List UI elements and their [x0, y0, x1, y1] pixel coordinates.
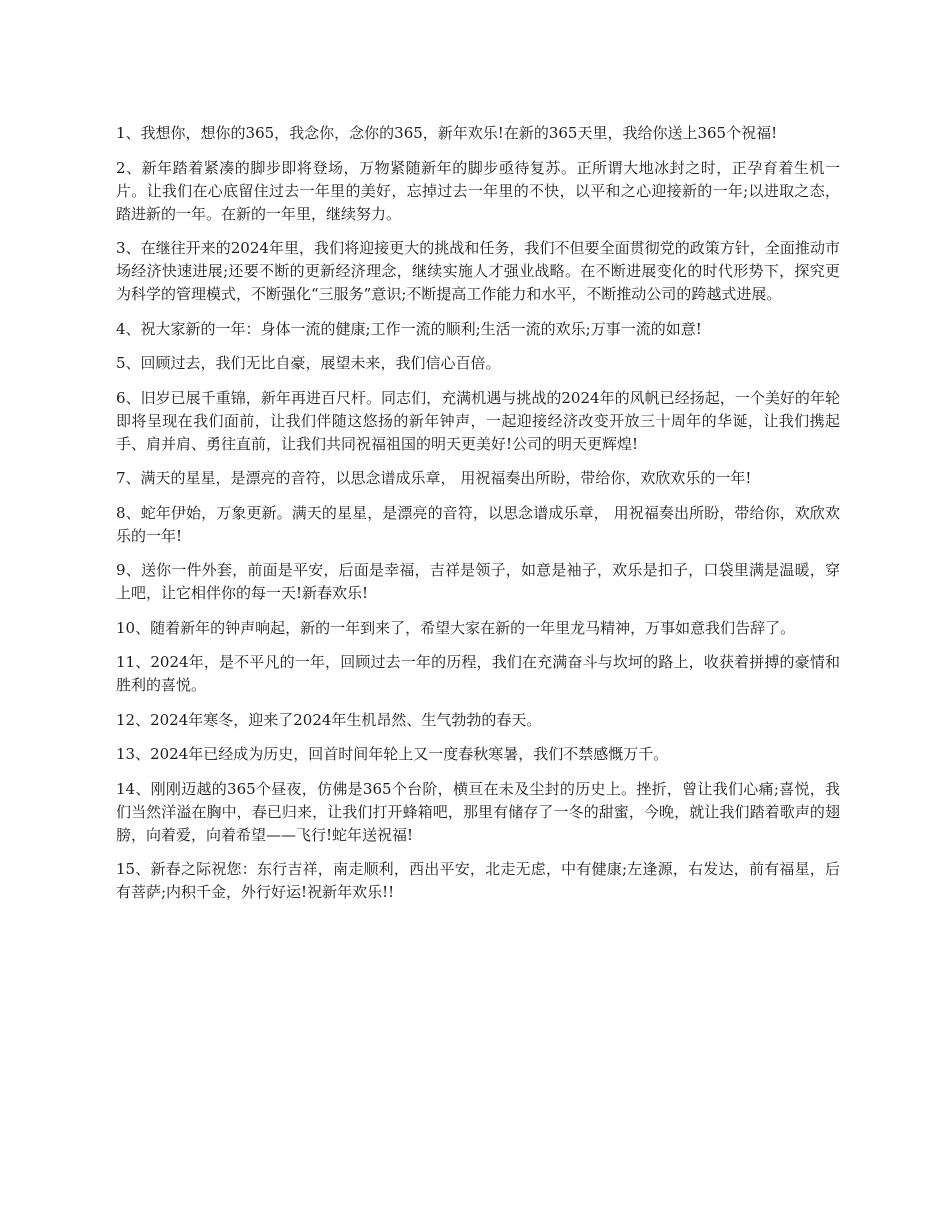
- paragraph-9: 9、送你一件外套，前面是平安，后面是幸福，吉祥是领子，如意是袖子，欢乐是扣子，口袋里满是温暖，穿上吧，让它相伴你的每一天!新春欢乐!: [116, 561, 840, 602]
- paragraph-5: 5、回顾过去，我们无比自豪，展望未来，我们信心百倍。: [116, 354, 501, 372]
- paragraph-10: 10、随着新年的钟声响起，新的一年到来了，希望大家在新的一年里龙马精神，万事如意我们告辞了。: [116, 618, 796, 637]
- paragraph-8: 8、蛇年伊始，万象更新。满天的星星，是漂亮的音符，以思念谱成乐章， 用祝福奏出所盼，带给你，欢欣欢乐的一年!: [116, 503, 840, 545]
- paragraph-1: 1、我想你，想你的365，我念你，念你的365，新年欢乐!在新的365天里，我给你送上365个祝福!: [116, 124, 778, 142]
- paragraph-7: 7、满天的星星，是漂亮的音符，以思念谱成乐章， 用祝福奏出所盼，带给你，欢欣欢乐的一年!: [116, 469, 752, 487]
- paragraph-11: 11、2024年，是不平凡的一年，回顾过去一年的历程，我们在充满奋斗与坎坷的路上，收获着拼搏的豪情和胜利的喜悦。: [116, 653, 840, 694]
- paragraph-2: 2、新年踏着紧凑的脚步即将登场，万物紧随新年的脚步亟待复苏。正所谓大地冰封之时，正孕育着生机一片。让我们在心底留住过去一年里的美好，忘掉过去一年里的不快，以平和之心迎接新的一年;以进取之态，踏进新的一年。在新的一年里，继续努力。: [116, 158, 840, 223]
- paragraph-15: 15、新春之际祝您：东行吉祥，南走顺利，西出平安，北走无虑，中有健康;左逢源，右发达，前有福星，后有菩萨;内积千金，外行好运!祝新年欢乐!!: [116, 860, 840, 901]
- paragraph-13: 13、2024年已经成为历史，回首时间年轮上又一度春秋寒暑，我们不禁感慨万千。: [116, 745, 669, 763]
- paragraph-3: 3、在继往开来的2024年里，我们将迎接更大的挑战和任务，我们不但要全面贯彻党的政策方针，全面推动市场经济快速进展;还要不断的更新经济理念，继续实施人才强业战略。在不断进展变化的时代形势下，探究更为科学的管理模式，不断强化“三服务”意识;不断提高工作能力和水平，不断推动公司的跨越式进展。: [116, 239, 840, 303]
- paragraph-14: 14、刚刚迈越的365个昼夜，仿佛是365个台阶，横亘在未及尘封的历史上。挫折，曾让我们心痛;喜悦，我们当然洋溢在胸中，春已归来，让我们打开蜂箱吧，那里有储存了一冬的甜蜜，今晚，就让我们踏着歌声的翅膀，向着爱，向着希望——飞行!蛇年送祝福!: [116, 779, 840, 844]
- document-body: [116, 122, 840, 916]
- paragraph-4: 4、祝大家新的一年：身体一流的健康;工作一流的顺利;生活一流的欢乐;万事一流的如意!: [116, 319, 702, 338]
- paragraph-6: 6、旧岁已展千重锦，新年再进百尺杆。同志们，充满机遇与挑战的2024年的风帆已经扬起，一个美好的年轮即将呈现在我们面前，让我们伴随这悠扬的新年钟声，一起迎接经济改变开放三十周年的华诞，让我们携起手、肩并肩、勇往直前，让我们共同祝福祖国的明天更美好!公司的明天更辉煌!: [116, 388, 840, 453]
- paragraph-12: 12、2024年寒冬，迎来了2024年生机昂然、生气勃勃的春天。: [116, 710, 542, 729]
